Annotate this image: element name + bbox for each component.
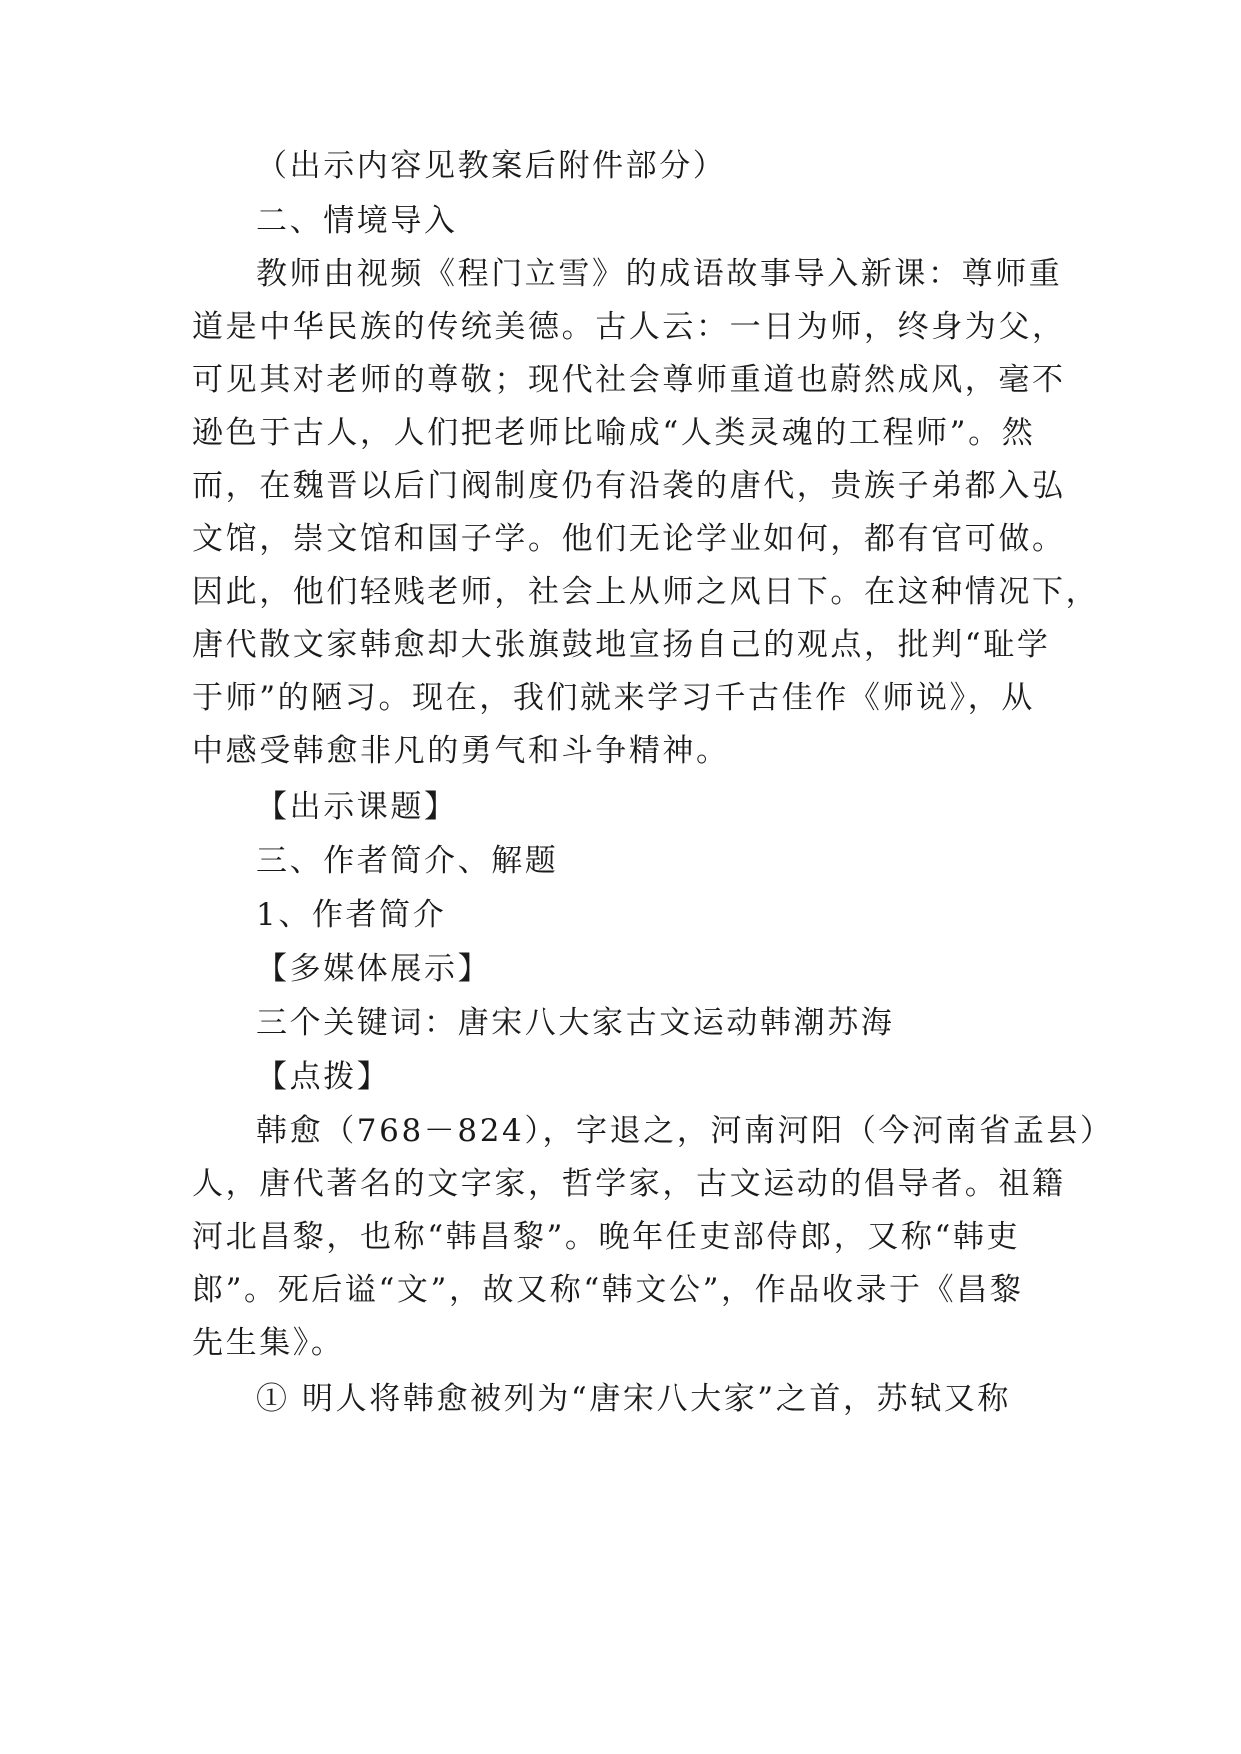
section-heading: 三、作者简介、解题 (256, 843, 559, 879)
text-line: （出示内容见教案后附件部分） (256, 148, 727, 184)
paragraph-line: 郎”。死后谥“文”，故又称“韩文公”，作品收录于《昌黎 (192, 1272, 1024, 1308)
paragraph-line: 可见其对老师的尊敬；现代社会尊师重道也蔚然成风，毫不 (192, 362, 1066, 398)
section-heading: 二、情境导入 (256, 203, 458, 239)
subsection-heading: 1、作者简介 (256, 897, 447, 933)
paragraph-line: ① 明人将韩愈被列为“唐宋八大家”之首，苏轼又称 (256, 1381, 1011, 1417)
paragraph-line: 先生集》。 (192, 1325, 345, 1361)
paragraph-line: 河北昌黎，也称“韩昌黎”。晚年任吏部侍郎，又称“韩吏 (192, 1219, 1021, 1255)
paragraph-line: 教师由视频《程门立雪》的成语故事导入新课：尊师重 (256, 256, 1063, 292)
paragraph-line: 人，唐代著名的文字家，哲学家，古文运动的倡导者。祖籍 (192, 1166, 1066, 1202)
bracket-heading: 【多媒体展示】 (256, 951, 492, 987)
paragraph-line: 而，在魏晋以后门阀制度仍有沿袭的唐代，贵族子弟都入弘 (192, 468, 1066, 504)
paragraph-line: 道是中华民族的传统美德。古人云：一日为师，终身为父， (192, 309, 1066, 345)
bracket-heading: 【出示课题】 (256, 789, 458, 825)
paragraph-line: 逊色于古人，人们把老师比喻成“人类灵魂的工程师”。然 (192, 415, 1036, 451)
paragraph-line: 因此，他们轻贱老师，社会上从师之风日下。在这种情况下， (192, 574, 1100, 610)
paragraph-line: 文馆，崇文馆和国子学。他们无论学业如何，都有官可做。 (192, 521, 1066, 557)
bracket-heading: 【点拨】 (256, 1059, 391, 1095)
paragraph-line: 于师”的陋习。现在，我们就来学习千古佳作《师说》，从 (192, 680, 1035, 716)
text-line: 三个关键词：唐宋八大家古文运动韩潮苏海 (256, 1005, 895, 1041)
paragraph-line: 韩愈（768－824），字退之，河南河阳（今河南省孟县） (256, 1113, 1114, 1149)
paragraph-line: 中感受韩愈非凡的勇气和斗争精神。 (192, 733, 730, 769)
paragraph-line: 唐代散文家韩愈却大张旗鼓地宣扬自己的观点，批判“耻学 (192, 627, 1051, 663)
